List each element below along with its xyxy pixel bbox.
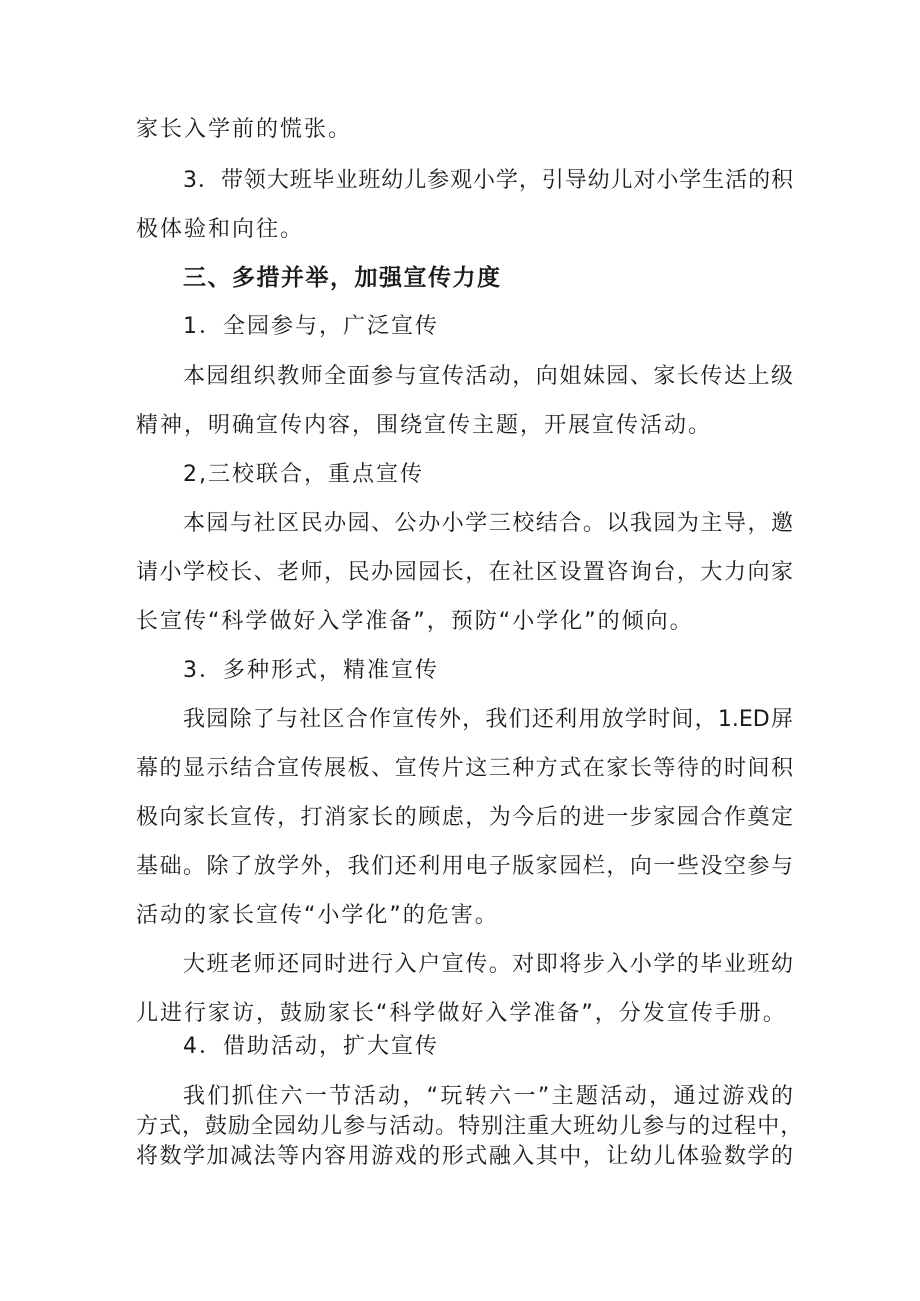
subsection-heading: 4．借助活动，扩大宣传 — [183, 1034, 439, 1059]
paragraph-line: 幕的显示结合宣传展板、宣传片这三种方式在家长等待的时间积 — [136, 756, 793, 781]
paragraph-line: 极向家长宣传，打消家长的顾虑，为今后的进一步家园合作奠定 — [136, 805, 793, 830]
subsection-heading: 1．全园参与，广泛宣传 — [183, 314, 439, 339]
paragraph-line: 活动的家长宣传“小学化”的危害。 — [136, 903, 499, 928]
paragraph-line: 我们抓住六一节活动，“玩转六一”主题活动，通过游戏的 — [183, 1084, 793, 1109]
paragraph-line: 基础。除了放学外，我们还利用电子版家园栏，向一些没空参与 — [136, 854, 793, 879]
paragraph-line: 大班老师还同时进行入户宣传。对即将步入小学的毕业班幼 — [183, 952, 793, 977]
paragraph-line: 本园组织教师全面参与宣传活动，向姐妹园、家长传达上级 — [183, 364, 793, 389]
paragraph-line: 长宣传“科学做好入学准备”，预防“小学化”的倾向。 — [136, 609, 694, 634]
paragraph-line: 家长入学前的慌张。 — [136, 117, 353, 142]
paragraph-line: 方式，鼓励全园幼儿参与活动。特别注重大班幼儿参与的过程中， — [136, 1114, 803, 1139]
paragraph-line: 本园与社区民办园、公办小学三校结合。以我园为主导，邀 — [183, 511, 793, 536]
paragraph-line: 儿进行家访，鼓励家长“科学做好入学准备”，分发宣传手册。 — [136, 1001, 787, 1026]
paragraph-line: 将数学加减法等内容用游戏的形式融入其中，让幼儿体验数学的 — [136, 1144, 793, 1169]
paragraph-line: 请小学校长、老师，民办园园长，在社区设置咨询台，大力向家 — [136, 560, 793, 585]
list-item-line: 3．带领大班毕业班幼儿参观小学，引导幼儿对小学生活的积 — [183, 168, 793, 193]
subsection-heading: 3．多种形式，精准宣传 — [183, 658, 439, 683]
paragraph-line: 精神，明确宣传内容，围绕宣传主题，开展宣传活动。 — [136, 413, 713, 438]
subsection-heading: 2,三校联合，重点宣传 — [183, 462, 424, 487]
list-item-line: 极体验和向往。 — [136, 217, 305, 242]
paragraph-line: 我园除了与社区合作宣传外，我们还利用放学时间，1.ED屏 — [183, 707, 793, 732]
section-heading: 三、多措并举，加强宣传力度 — [183, 265, 502, 291]
